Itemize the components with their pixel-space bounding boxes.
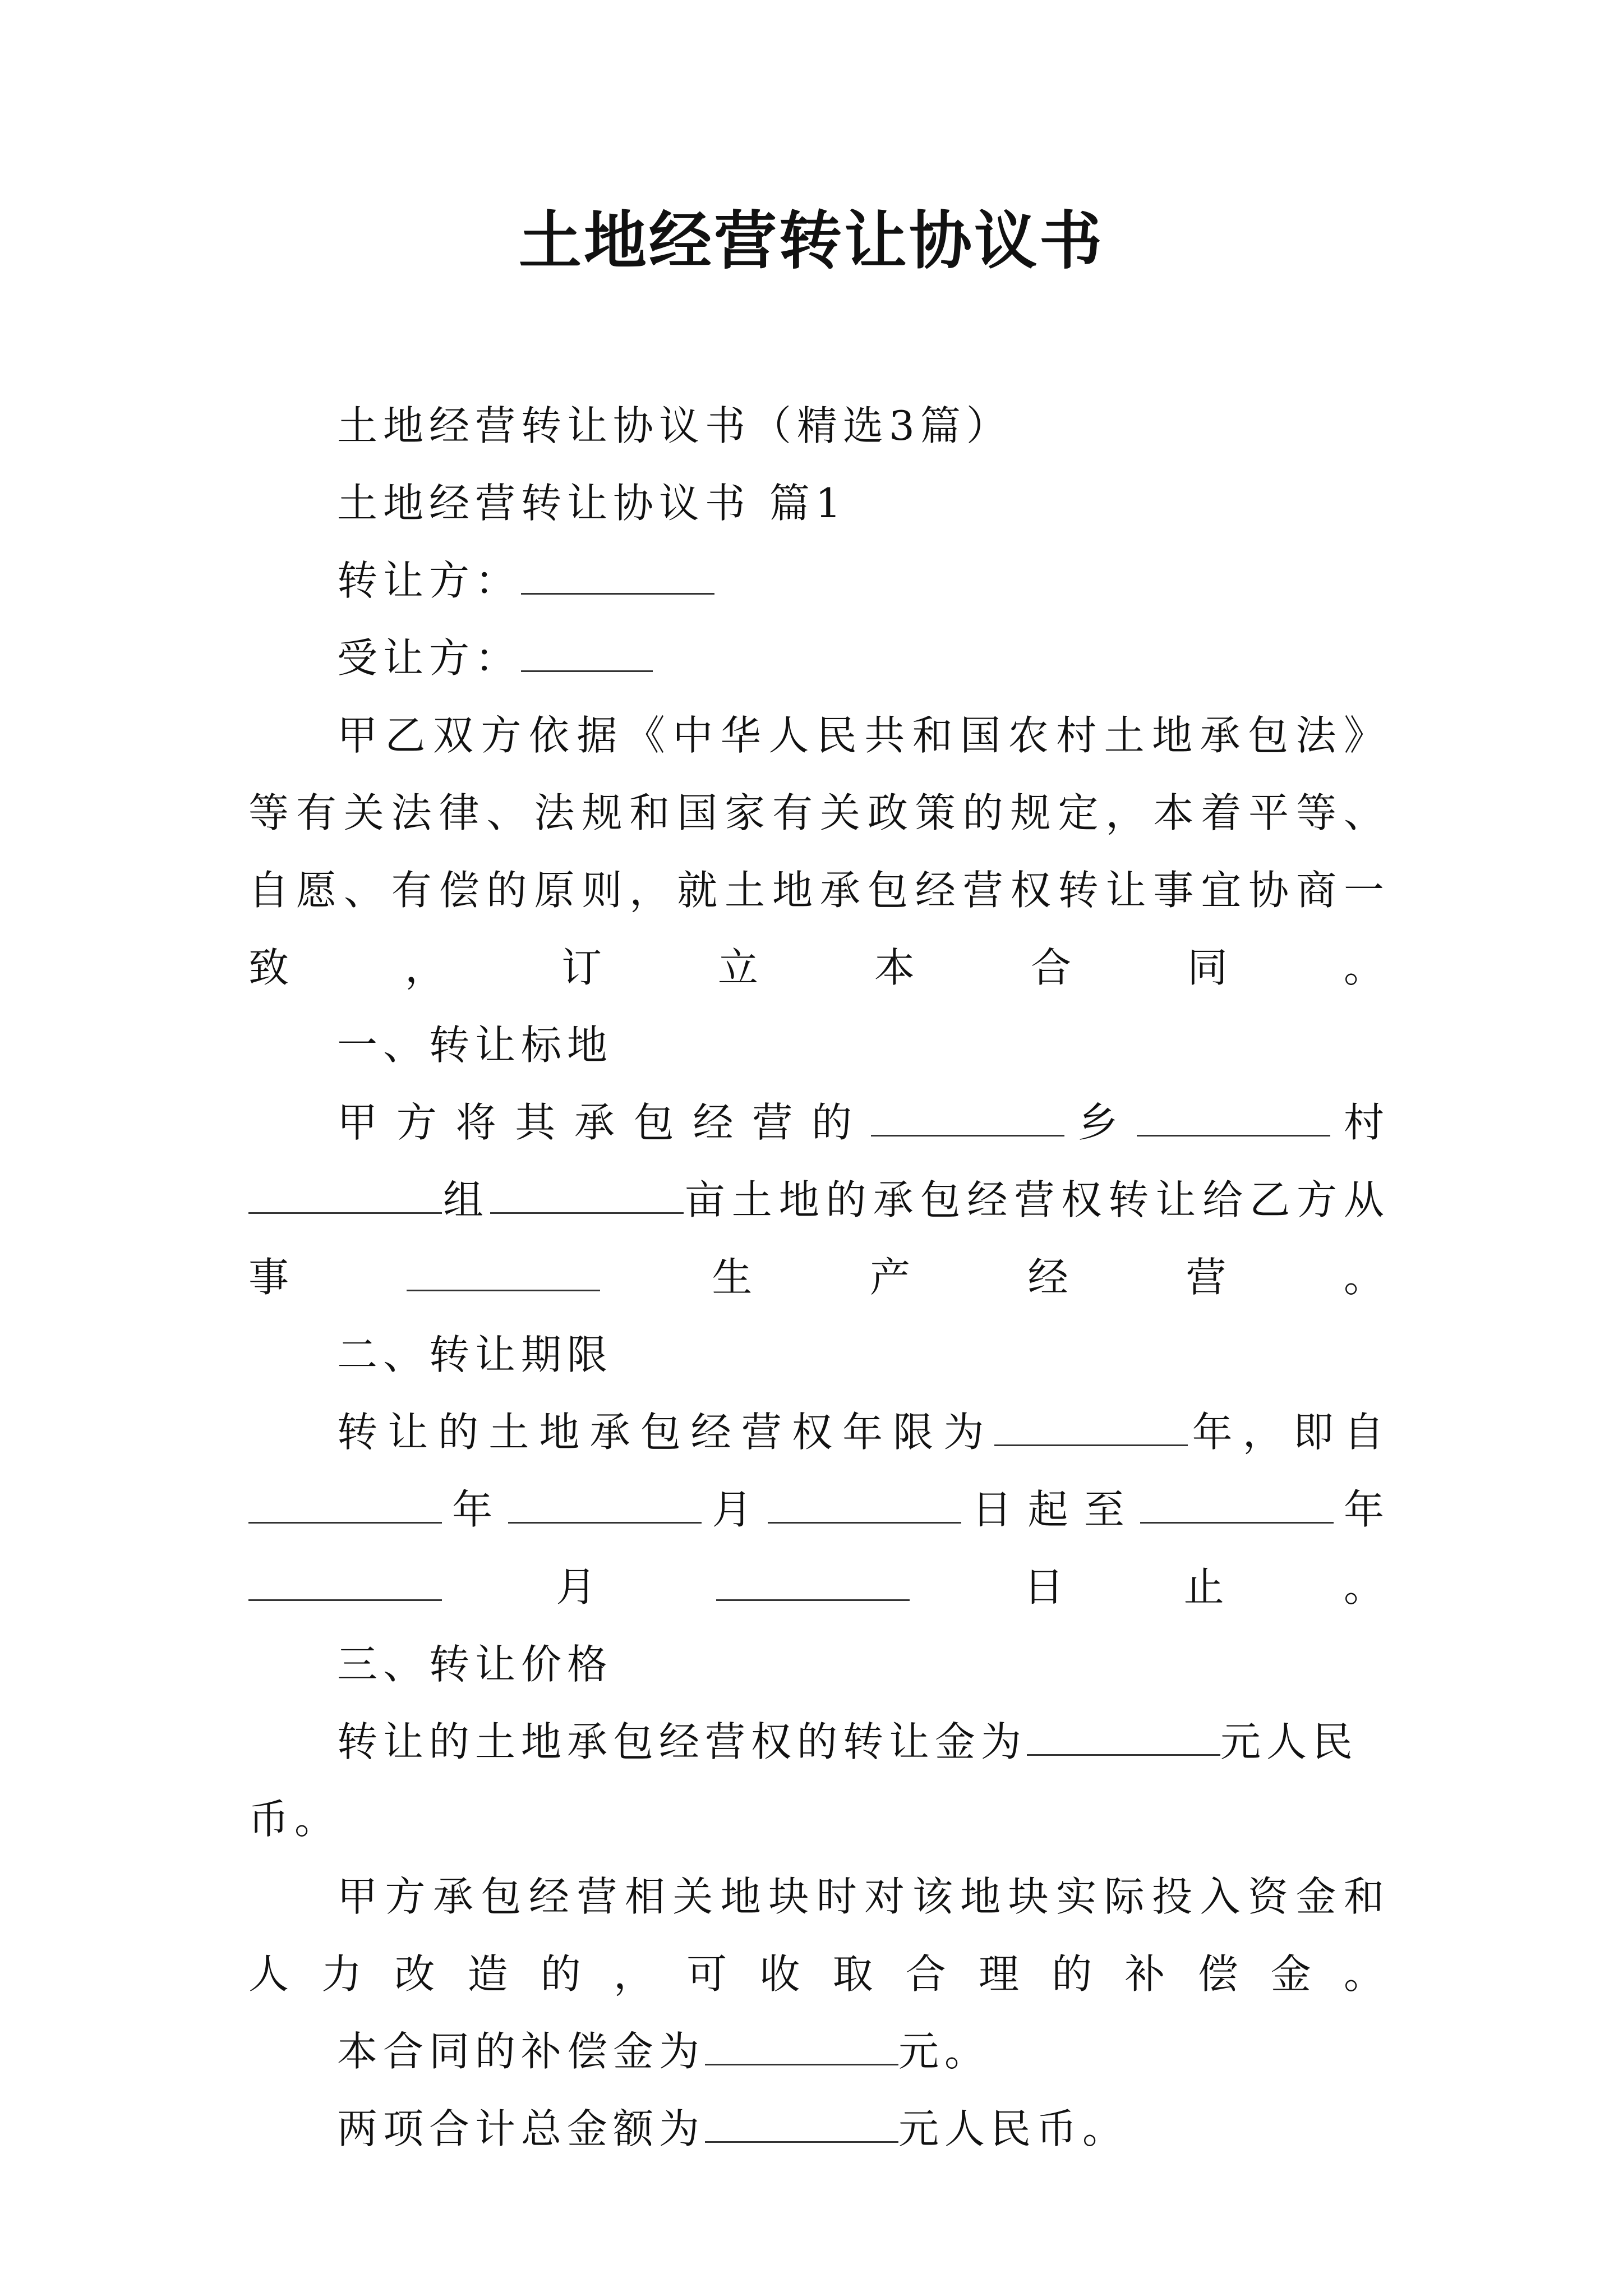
- compensation-blank: [705, 2030, 898, 2065]
- s3-compensation-paragraph: 甲方承包经营相关地块时对该地块实际投入资金和人力改造的，可收取合理的补偿金。: [248, 1873, 1390, 1998]
- s3-total-line: [248, 2090, 1390, 2168]
- end-day-blank: [716, 1566, 910, 1601]
- subtitle: 土地经营转让协议书（精选3篇）: [337, 402, 1012, 449]
- transferor-line: [248, 542, 1390, 619]
- s2-text-8: 日止。: [909, 1563, 1390, 1611]
- s3-compensation-unit: 元。: [898, 2028, 991, 2075]
- s3-price-line: [248, 1703, 1390, 1858]
- s2-text-7: 月: [442, 1563, 716, 1611]
- s1-text-6: 生产经营。: [600, 1254, 1390, 1301]
- s3-total-unit: 元人民币。: [898, 2105, 1129, 2152]
- transferor-blank: [521, 559, 714, 595]
- s1-text-4: 组: [442, 1176, 490, 1223]
- s3-price-unit: 元人民币。: [248, 1718, 1359, 1843]
- term-years-blank: [994, 1411, 1188, 1446]
- s3-compensation-line: [248, 2013, 1390, 2090]
- s1-paragraph: [248, 1084, 1390, 1316]
- s2-text-5: 日起至: [961, 1486, 1140, 1533]
- township-blank: [871, 1101, 1064, 1137]
- s2-text-3: 年: [442, 1486, 509, 1533]
- s3-compensation-text: 本合同的补偿金为: [337, 2028, 706, 2075]
- start-day-blank: [768, 1488, 961, 1524]
- s3-total-text: 两项合计总金额为: [337, 2105, 706, 2152]
- s2-heading: 二、转让期限: [337, 1331, 614, 1378]
- s2-text-1: 转让的土地承包经营权年限为: [337, 1409, 994, 1456]
- transferee-line: [248, 619, 1390, 697]
- intro-paragraph: 甲乙双方依据《中华人民共和国农村土地承包法》等有关法律、法规和国家有关政策的规定，本着平等、自愿、有偿的原则，就土地承包经营权转让事宜协商一致，订立本合同。: [248, 712, 1390, 991]
- group-blank: [248, 1179, 442, 1214]
- transferee-label: 受让方：: [337, 634, 522, 682]
- s3-heading: 三、转让价格: [337, 1641, 614, 1688]
- s3-price-text: 转让的土地承包经营权的转让金为: [337, 1718, 1027, 1765]
- s1-text-1: 甲方将其承包经营的: [337, 1099, 871, 1146]
- village-blank: [1137, 1101, 1330, 1137]
- transferor-label: 转让方：: [337, 557, 522, 604]
- end-month-blank: [248, 1566, 442, 1601]
- end-year-blank: [1140, 1488, 1334, 1524]
- s1-heading: 一、转让标地: [337, 1022, 614, 1069]
- s2-text-6: 年: [1333, 1486, 1390, 1533]
- section-heading: 土地经营转让协议书 篇1: [337, 480, 847, 527]
- s1-text-5: 亩土地的承包经营权转让给乙方从事: [248, 1176, 1390, 1301]
- document-title: 土地经营转让协议书: [519, 204, 1104, 278]
- s2-text-2: 年，即自: [1187, 1409, 1390, 1456]
- transferee-blank: [521, 637, 653, 672]
- area-blank: [490, 1179, 684, 1214]
- start-year-blank: [248, 1488, 442, 1524]
- document-body: [248, 387, 1390, 2168]
- start-month-blank: [508, 1488, 702, 1524]
- s1-text-2: 乡: [1064, 1099, 1137, 1146]
- s1-text-3: 村: [1330, 1099, 1390, 1146]
- usage-blank: [407, 1256, 600, 1291]
- s2-text-4: 月: [702, 1486, 768, 1533]
- s2-paragraph: [248, 1393, 1390, 1626]
- price-blank: [1027, 1720, 1220, 1756]
- total-blank: [705, 2108, 898, 2143]
